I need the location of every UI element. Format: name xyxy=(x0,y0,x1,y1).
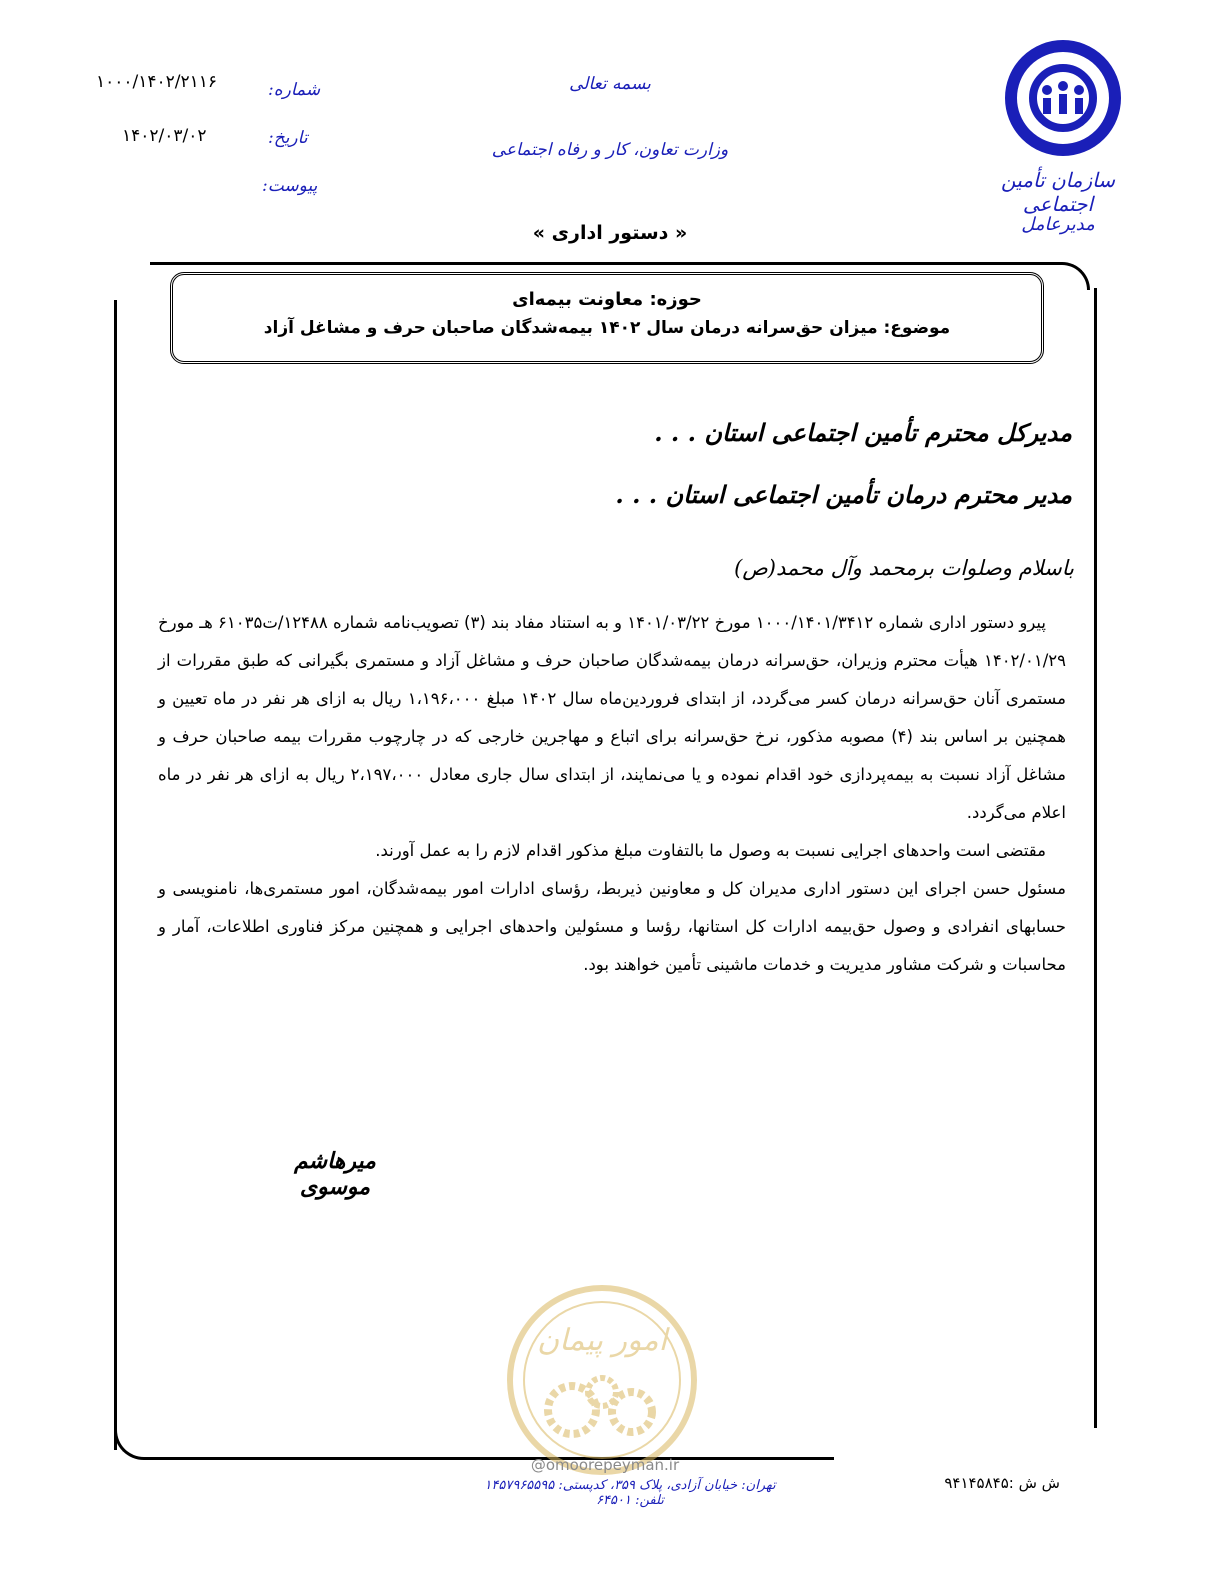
attachment-label: پیوست: xyxy=(262,176,318,196)
date-value: ۱۴۰۲/۰۳/۰۲ xyxy=(122,126,207,146)
date-label: تاریخ: xyxy=(268,128,308,148)
organization-subtitle: مدیرعامل xyxy=(1021,214,1095,235)
subject-topic: موضوع: میزان حق‌سرانه درمان سال ۱۴۰۲ بیمه‌شدگان صاحبان حرف و مشاغل آزاد xyxy=(263,318,951,338)
footer-website: @omoorepeyman.ir xyxy=(530,1456,680,1474)
organization-name: سازمان تأمین اجتماعی xyxy=(1001,168,1115,216)
organization-logo-icon xyxy=(998,40,1128,170)
watermark-stamp-icon xyxy=(502,1280,702,1480)
bismillah: بسمه تعالی xyxy=(569,74,651,94)
frame-bottom-border xyxy=(114,1420,834,1460)
stamp-text: امور پیمان xyxy=(537,1323,667,1358)
body-paragraph: مسئول حسن اجرای این دستور اداری مدیران کل و معاونین ذیربط، رؤسای ادارات امور بیمه‌شدگان، امور مستمری‌ها، نامنویسی و حسابهای انفرادی و وصول حق‌بیمه ادارات کل استانها، رؤسا و مسئولین واحدهای اجرایی و همچنین مرکز فناوری اطلاعات، آمار و محاسبات و شرکت مشاور مدیریت و خدمات ماشینی تأمین خواهند بود. xyxy=(158,879,1066,974)
footer-address: تهران: خیابان آزادی، پلاک ۳۵۹، کدپستی: ۱۴۵۷۹۶۵۵۹۵ تلفن: ۶۴۵۰۱ xyxy=(484,1478,776,1508)
footer-code: ش ش :۹۴۱۴۵۸۴۵ xyxy=(944,1474,1060,1492)
greeting: باسلام وصلوات برمحمد وآل محمد(ص) xyxy=(734,556,1074,580)
ministry-name: وزارت تعاون، کار و رفاه اجتماعی xyxy=(491,140,729,160)
document-type: « دستور اداری » xyxy=(532,222,688,244)
number-label: شماره: xyxy=(268,80,321,100)
addressee-1: مدیرکل محترم تأمین اجتماعی استان . . . xyxy=(654,418,1072,447)
number-value: ۱۰۰۰/۱۴۰۲/۲۱۱۶ xyxy=(96,72,218,92)
signature: میرهاشم موسوی xyxy=(294,1148,376,1200)
addressee-2: مدیر محترم درمان تأمین اجتماعی استان . . . xyxy=(615,480,1072,509)
body-paragraph: مقتضی است واحدهای اجرایی نسبت به وصول ما بالتفاوت مبلغ مذکور اقدام لازم را به عمل آورند. xyxy=(375,841,1046,860)
subject-area: حوزه: معاونت بیمه‌ای xyxy=(512,289,702,310)
frame-left-border xyxy=(114,300,117,1450)
letter-body xyxy=(158,604,1066,984)
frame-right-border xyxy=(1094,288,1097,1428)
subject-box xyxy=(170,272,1044,364)
body-paragraph: پیرو دستور اداری شماره ۱۰۰۰/۱۴۰۱/۳۴۱۲ مورخ ۱۴۰۱/۰۳/۲۲ و به استناد مفاد بند (۳) تصویب‌نامه شماره ۱۲۴۸۸/ت۶۱۰۳۵ هـ مورخ ۱۴۰۲/۰۱/۲۹ هیأت محترم وزیران، حق‌سرانه درمان بیمه‌شدگان صاحبان حرف و مشاغل آزاد و مستمری بگیرانی که طبق مقررات از مستمری آنان حق‌سرانه درمان کسر می‌گردد، از ابتدای فروردین‌ماه سال ۱۴۰۲ مبلغ ۱،۱۹۶،۰۰۰ ریال به ازای هر نفر در ماه تعیین و همچنین بر اساس بند (۴) مصوبه مذکور، نرخ حق‌سرانه برای اتباع و مهاجرین خارجی که در چارچوب مقررات بیمه صاحبان حرف و مشاغل آزاد نسبت به بیمه‌پردازی خود اقدام نموده و یا می‌نمایند، از ابتدای سال جاری معادل ۲،۱۹۷،۰۰۰ ریال به ازای هر نفر در ماه اعلام می‌گردد. xyxy=(158,613,1066,822)
